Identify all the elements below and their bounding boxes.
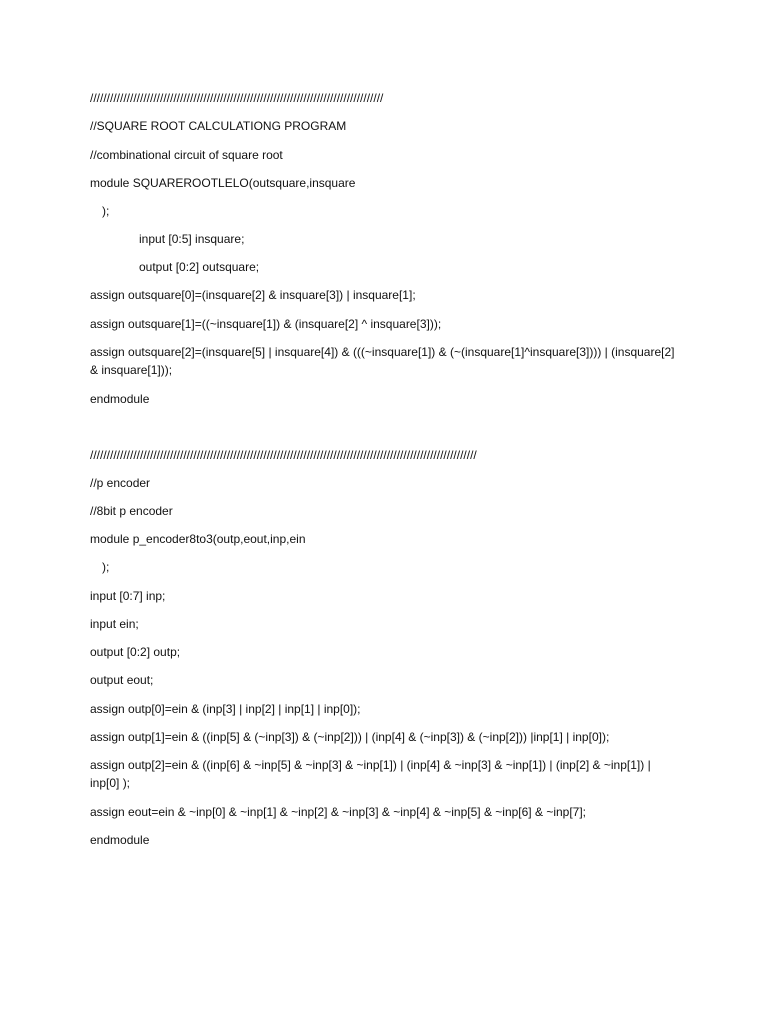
assign-statement: assign eout=ein & ~inp[0] & ~inp[1] & ~inp[2] & ~inp[3] & ~inp[4] & ~inp[5] & ~inp[6] & ~inp[7]; [90, 805, 587, 819]
separator-line: //////////////////////////////////////////////////////////////////////////////////////////////////////////////////// [90, 448, 477, 462]
module-declaration: module SQUAREROOTLELO(outsquare,insquare [90, 176, 356, 190]
assign-statement: assign outp[0]=ein & (inp[3] | inp[2] | inp[1] | inp[0]); [90, 702, 361, 716]
module-close: ); [102, 204, 110, 218]
output-declaration: output [0:2] outsquare; [139, 260, 260, 274]
module-declaration: module p_encoder8to3(outp,eout,inp,ein [90, 532, 306, 546]
assign-statement: assign outp[2]=ein & ((inp[6] & ~inp[5] & ~inp[3] & ~inp[1]) | (inp[4] & ~inp[3] & ~inp[1]) | (inp[2] & ~inp[1]) | inp[0] ); [90, 758, 651, 790]
assign-statement: assign outsquare[0]=(insquare[2] & insquare[3]) | insquare[1]; [90, 288, 416, 302]
separator-line: //////////////////////////////////////////////////////////////////////////////////////// [90, 91, 384, 105]
assign-statement: assign outsquare[1]=((~insquare[1]) & (insquare[2] ^ insquare[3])); [90, 317, 442, 331]
input-declaration: input [0:5] insquare; [139, 232, 245, 246]
comment-description: //8bit p encoder [90, 504, 173, 518]
module-close: ); [102, 560, 110, 574]
endmodule-keyword: endmodule [90, 833, 150, 847]
endmodule-keyword: endmodule [90, 392, 150, 406]
output-declaration: output eout; [90, 673, 154, 687]
assign-statement: assign outp[1]=ein & ((inp[5] & (~inp[3]) & (~inp[2])) | (inp[4] & (~inp[3]) & (~inp[2])) |inp[1] | inp[0]); [90, 730, 610, 744]
output-declaration: output [0:2] outp; [90, 645, 181, 659]
input-declaration: input ein; [90, 617, 139, 631]
comment-description: //combinational circuit of square root [90, 148, 283, 162]
assign-statement: assign outsquare[2]=(insquare[5] | insquare[4]) & (((~insquare[1]) & (~(insquare[1]^insquare[3]))) | (insquare[2] & insquare[1])); [90, 345, 675, 377]
comment-title: //p encoder [90, 476, 151, 490]
input-declaration: input [0:7] inp; [90, 589, 166, 603]
comment-title: //SQUARE ROOT CALCULATIONG PROGRAM [90, 119, 347, 133]
